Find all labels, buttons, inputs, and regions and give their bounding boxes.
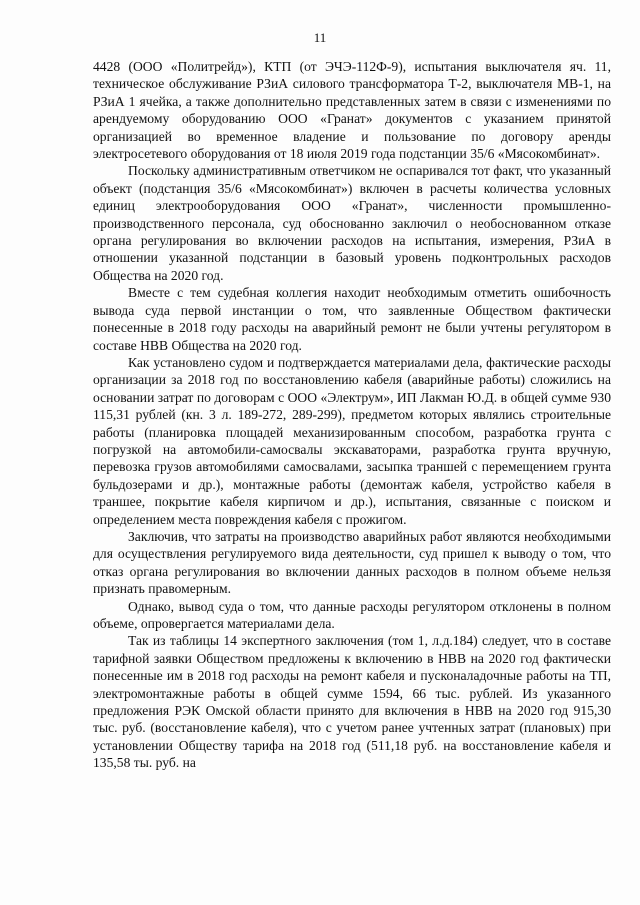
- document-body: [93, 58, 611, 772]
- paragraph: Поскольку административным ответчиком не оспаривался тот факт, что указанный объект (подстанция 35/6 «Мясокомбинат») включен в расчеты количества условных единиц электрооборудования ООО «Гранат», численности промышленно-производственного персонала, суд обоснованно заключил о необоснованном отказе органа регулирования во включении расходов на испытания, измерения, РЗиА в отношении указанной подстанции в базовый уровень подконтрольных расходов Общества на 2020 год.: [93, 163, 611, 283]
- paragraph: Так из таблицы 14 экспертного заключения (том 1, л.д.184) следует, что в составе тарифной заявки Обществом предложены к включению в НВВ на 2020 год фактически понесенные им в 2018 год расходы на ремонт кабеля и пусконаладочные работы на ТП, электромонтажные работы в общей сумме 1594, 66 тыс. рублей. Из указанного предложения РЭК Омской области принято для включения в НВВ на 2020 год 915,30 тыс. руб. (восстановление кабеля), что с учетом ранее учтенных затрат (плановых) при установлении Обществу тарифа на 2018 год (511,18 руб. на восстановление кабеля и 135,58 ты. руб. на: [93, 633, 611, 771]
- paragraph: Вместе с тем судебная коллегия находит необходимым отметить ошибочность вывода суда первой инстанции о том, что заявленные Обществом фактически понесенные в 2018 году расходы на аварийный ремонт не были учтены регулятором в составе НВВ Общества на 2020 год.: [93, 285, 611, 353]
- paragraph: Однако, вывод суда о том, что данные расходы регулятором отклонены в полном объеме, опровергается материалами дела.: [93, 598, 611, 631]
- paragraph: Как установлено судом и подтверждается материалами дела, фактические расходы организации за 2018 год по восстановлению кабеля (аварийные работы) сложились на основании затрат по договорам с ООО «Электрум», ИП Лакман Ю.Д. в общей сумме 930 115,31 рублей (кн. 3 л. 189-272, 289-299), предметом которых являлись строительные работы (планировка площадей механизированным способом, разработка грунта с погрузкой на автомобили-самосвалы экскаваторами, разработка грунта вручную, перевозка грузов автомобилями самосвалами, засыпка траншей с перемещением грунта бульдозерами и др.), монтажные работы (демонтаж кабеля, устройство кабеля в траншее, покрытие кабеля кирпичом и др.), испытания, связанные с поиском и определением места повреждения кабеля с прожигом.: [93, 354, 611, 527]
- paragraph: Заключив, что затраты на производство аварийных работ являются необходимыми для осуществления регулируемого вида деятельности, суд пришел к выводу о том, что отказ органа регулирования во включении данных расходов в полном объеме нельзя признать правомерным.: [93, 528, 611, 597]
- page-number: 11: [313, 30, 327, 45]
- paragraph: 4428 (ООО «Политрейд»), КТП (от ЭЧЭ-112Ф-9), испытания выключателя яч. 11, техническое обслуживание РЗиА силового трансформатора Т-2, выключателя МВ-1, на РЗиА 1 ячейка, а также дополнительно представленных затем в связи с изменениями по арендуемому оборудованию ООО «Гранат» документов с указанием принятой организацией во временное владение и пользование по договору аренды электросетевого оборудования от 18 июля 2019 года подстанции 35/6 «Мясокомбинат».: [93, 59, 611, 162]
